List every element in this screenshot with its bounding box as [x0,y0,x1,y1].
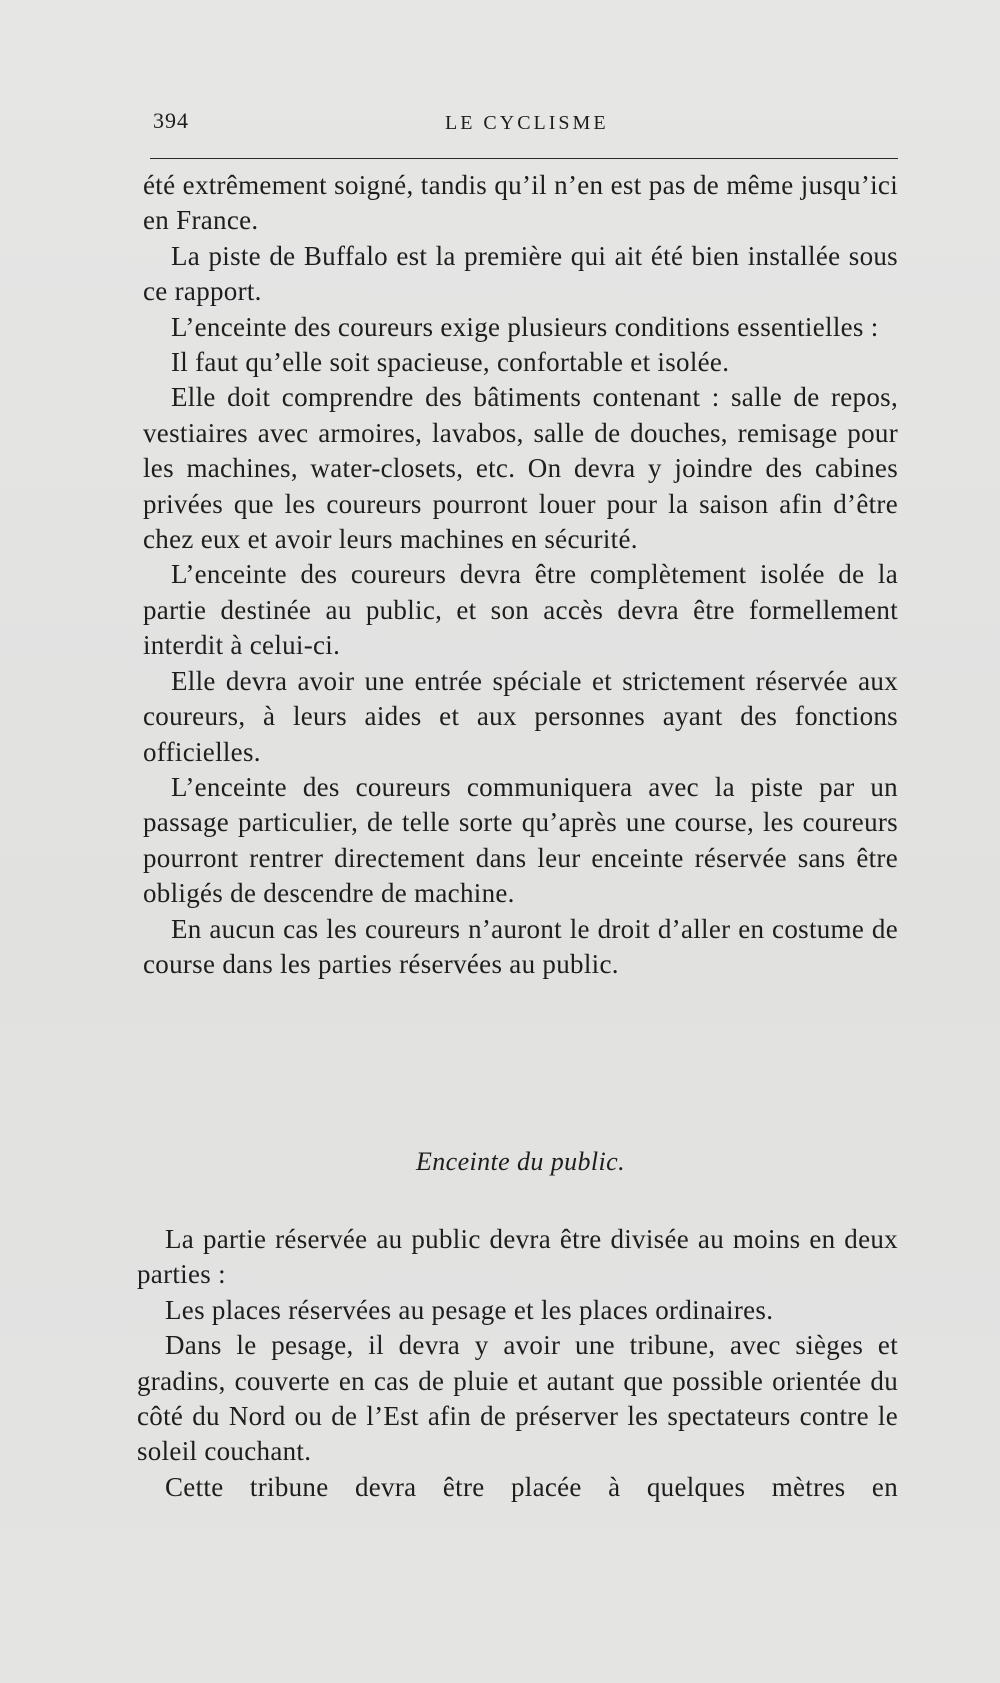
section-heading: Enceinte du public. [415,1147,626,1176]
paragraph: En aucun cas les coureurs n’auront le droit d’aller en costume de course dans les parties réservées au public. [143,913,898,979]
page-number: 394 [153,108,189,133]
paragraph: L’enceinte des coureurs communiquera avec la piste par un passage particulier, de telle sorte qu’après une course, les coureurs pourront rentrer directement dans leur enceinte réservée sans être obligés de descendre de machine. [143,771,898,909]
paragraph: été extrêmement soigné, tandis qu’il n’en est pas de même jusqu’ici en France. [143,170,898,236]
paragraph: Cette tribune devra être placée à quelques mètres en [165,1471,898,1502]
paragraph: Elle doit comprendre des bâtiments contenant : salle de repos, vestiaires avec armoires, lavabos, salle de douches, remisage pour les machines, water-closets, etc. On devra y joindre des cabines privées que les coureurs pourront louer pour la saison afin d’être chez eux et avoir leurs machines en sécurité. [143,382,898,555]
running-head [150,108,900,140]
paragraph: Il faut qu’elle soit spacieuse, confortable et isolée. [171,347,730,378]
paragraph: Dans le pesage, il devra y avoir une tribune, avec sièges et gradins, couverte en cas de pluie et autant que possible orientée du côté du Nord ou de l’Est afin de préserver les spectateurs contre le soleil couchant. [137,1330,898,1467]
running-title: LE CYCLISME [445,112,609,134]
paragraph: L’enceinte des coureurs devra être complètement isolée de la partie destinée au public, et son accès devra être formellement interdit à celui-ci. [143,559,898,661]
paragraph: L’enceinte des coureurs exige plusieurs conditions essentielles : [171,311,879,342]
body-text [143,168,898,982]
section-body-text [137,1222,898,1505]
paragraph: Les places réservées au pesage et les places ordinaires. [165,1294,774,1325]
paragraph: La piste de Buffalo est la première qui ait été bien installée sous ce rapport. [143,240,898,307]
paragraph: La partie réservée au public devra être divisée au moins en deux parties : [137,1224,898,1290]
paragraph: Elle devra avoir une entrée spéciale et strictement réservée aux coureurs, à leurs aides et aux personnes ayant des fonctions officielles. [143,665,898,767]
header-rule [150,158,898,159]
